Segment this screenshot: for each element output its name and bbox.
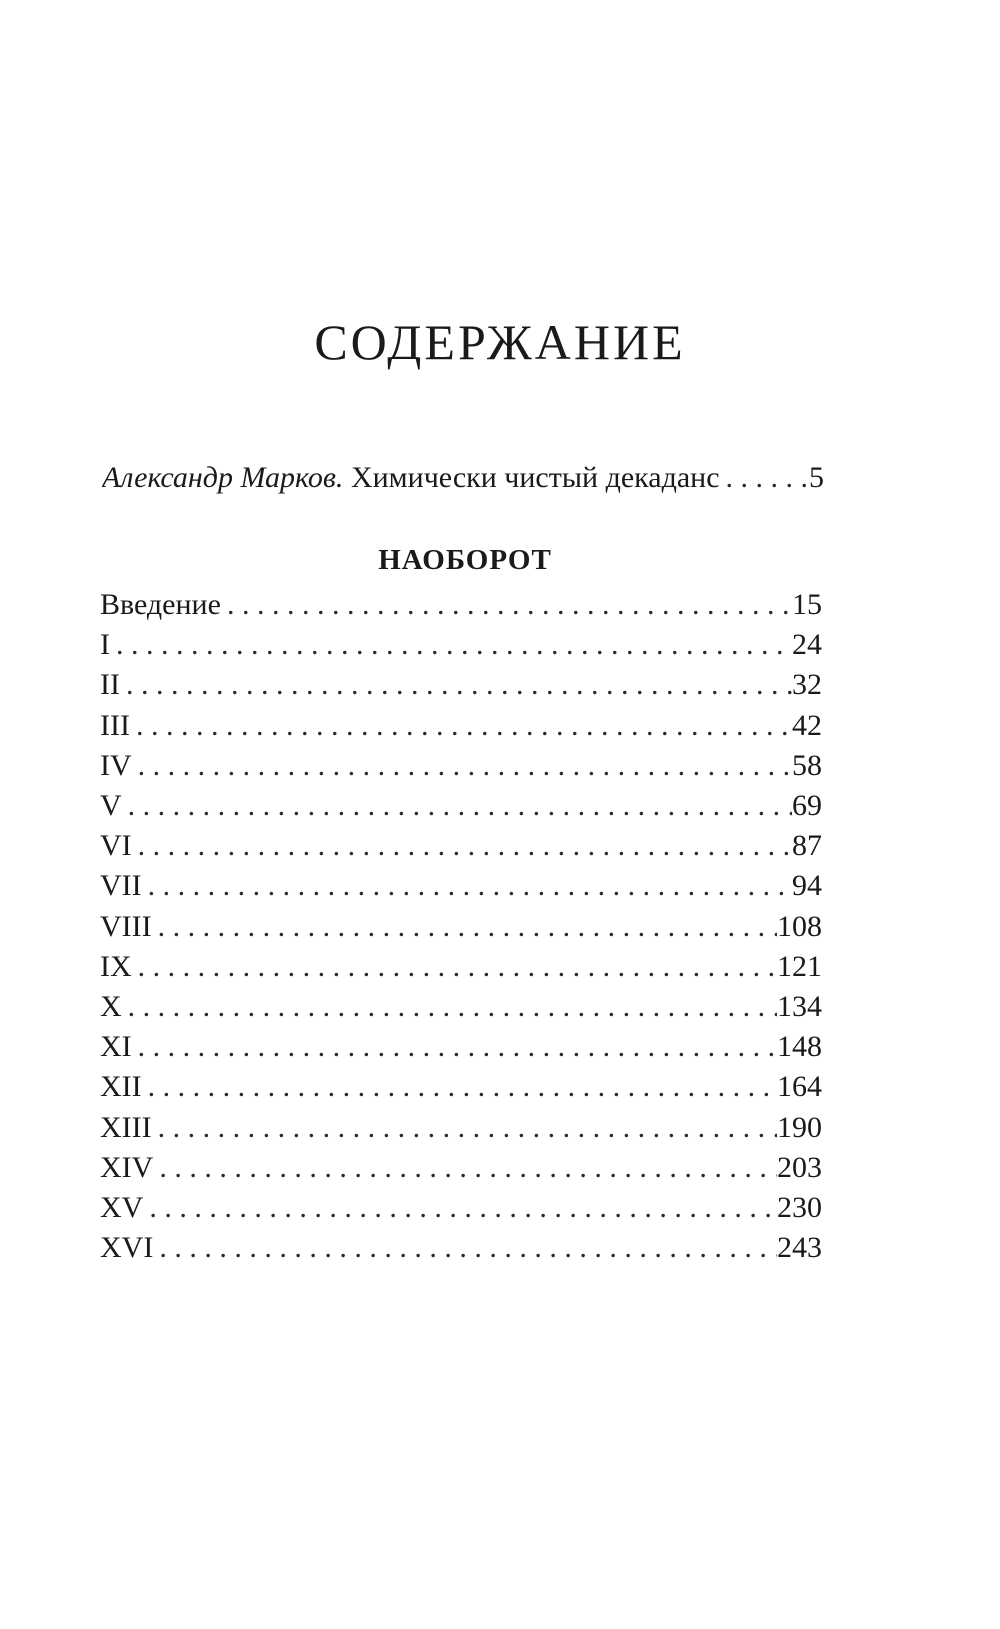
toc-entry-page: 32: [792, 668, 822, 702]
toc-entry-page: 230: [777, 1191, 822, 1224]
toc-entry-label: I: [100, 628, 110, 662]
toc-entry[interactable]: [100, 1067, 822, 1107]
toc-entry[interactable]: [100, 866, 822, 906]
toc-entry-page: 58: [792, 748, 822, 782]
dot-leader: [132, 746, 792, 786]
toc-entry-page: 164: [777, 1070, 822, 1104]
preface-title: Химически чистый декаданс: [350, 461, 720, 494]
toc-entry[interactable]: [100, 907, 822, 947]
toc-entry[interactable]: [100, 786, 822, 826]
dot-leader: [132, 1027, 777, 1067]
toc-entry-label: IX: [100, 949, 132, 983]
toc-entry-page: 87: [792, 829, 822, 863]
toc-entry-label: XIII: [100, 1110, 152, 1144]
dot-leader: [122, 786, 792, 826]
toc-entry[interactable]: [100, 746, 822, 786]
dot-leader: [143, 1188, 777, 1228]
section-heading: НАОБОРОТ: [378, 544, 552, 576]
dot-leader: [221, 585, 792, 625]
dot-leader: [142, 1067, 777, 1107]
toc-entry-page: 203: [777, 1150, 822, 1184]
toc-entry-label: VII: [100, 869, 142, 903]
toc-entry-page: 15: [792, 588, 822, 621]
page-title: СОДЕРЖАНИЕ: [314, 314, 686, 370]
toc-entry[interactable]: [100, 1027, 822, 1067]
dot-leader: [120, 665, 792, 705]
toc-entry[interactable]: [100, 987, 822, 1027]
toc-entry-page: 243: [777, 1231, 822, 1265]
dot-leader: [132, 947, 777, 987]
toc-entry-label: XVI: [100, 1231, 154, 1265]
toc-entry-page: 121: [777, 949, 822, 983]
toc-entry[interactable]: [100, 1148, 822, 1188]
toc-entry-page: 5: [809, 461, 824, 494]
toc-entry-label: XI: [100, 1030, 132, 1064]
toc-entry-label: V: [100, 789, 122, 822]
toc-entry-label: III: [100, 708, 130, 742]
toc-entry-label: X: [100, 990, 122, 1023]
dot-leader: [130, 706, 792, 746]
toc-entry-label: XII: [100, 1070, 142, 1104]
toc-entry-page: 69: [792, 789, 822, 822]
toc-entry[interactable]: [100, 625, 822, 665]
toc-entry-label: [102, 458, 720, 498]
toc-entry-label: VIII: [100, 909, 152, 943]
toc-entry[interactable]: [100, 706, 822, 746]
toc-entry-label: II: [100, 668, 120, 702]
dot-leader: [110, 625, 792, 665]
toc-entry-page: 134: [777, 990, 822, 1023]
dot-leader: [153, 1148, 777, 1188]
toc-entry-label: IV: [100, 748, 132, 782]
toc-entry-label: XIV: [100, 1150, 154, 1184]
toc-entry[interactable]: [100, 665, 822, 705]
toc-entry[interactable]: [100, 1188, 822, 1228]
dot-leader: [153, 1228, 777, 1268]
toc-entry-label: VI: [100, 829, 132, 863]
toc-entry[interactable]: [100, 585, 822, 625]
toc-entry-page: 190: [777, 1110, 822, 1144]
toc-entry-page: 42: [792, 708, 822, 742]
dot-leader: [142, 866, 792, 906]
toc-entry-page: 24: [792, 628, 822, 662]
toc-entry-page: 148: [777, 1030, 822, 1064]
toc-entry-label: Введение: [100, 588, 221, 621]
dot-leader: [122, 987, 777, 1027]
toc-entry-label: XV: [100, 1191, 144, 1224]
toc-entry[interactable]: [100, 1108, 822, 1148]
dot-leader: [132, 826, 792, 866]
toc-entry-page: 94: [792, 869, 822, 903]
dot-leader: [152, 907, 777, 947]
toc-entry[interactable]: [100, 1228, 822, 1268]
dot-leader: [152, 1108, 777, 1148]
preface-author: Александр Марков.: [102, 461, 344, 494]
toc-entry[interactable]: [100, 826, 822, 866]
toc-entry-page: 108: [777, 909, 822, 943]
dot-leader: [720, 458, 809, 498]
toc-entry[interactable]: [100, 947, 822, 987]
toc-entry-preface[interactable]: [102, 458, 824, 498]
